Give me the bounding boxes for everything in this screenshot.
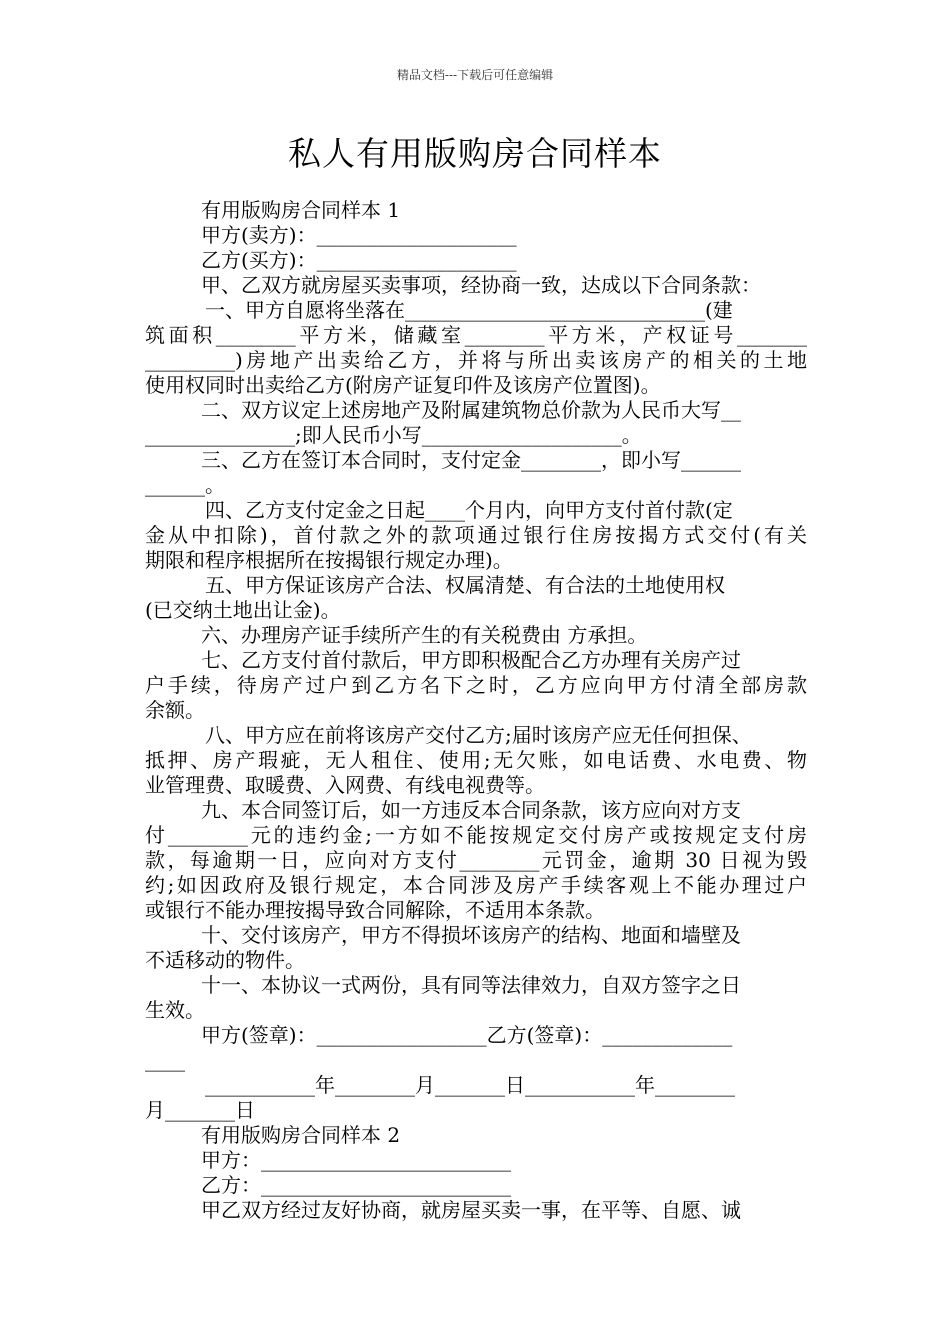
signature-line: ____: [145, 1048, 185, 1072]
body-line: 付________元的违约金;一方如不能按规定交付房产或按规定支付房: [145, 823, 807, 847]
party-a-line: 甲方(卖方)：____________________: [201, 223, 517, 247]
body-line: ______。: [145, 473, 225, 497]
body-line: 款，每逾期一日，应向对方支付________元罚金，逾期 30 日视为毁: [145, 848, 807, 872]
body-line: 甲、乙双方就房屋买卖事项，经协商一致，达成以下合同条款：: [201, 273, 761, 297]
body-line: 金从中扣除)，首付款之外的款项通过银行住房按揭方式交付(有关: [145, 523, 807, 547]
body-line: 五、甲方保证该房产合法、权属清楚、有合法的土地使用权: [205, 573, 725, 597]
body-line: 十、交付该房产，甲方不得损坏该房产的结构、地面和墙壁及: [201, 923, 741, 947]
body-line: 一、甲方自愿将坐落在______________________________(建: [205, 298, 733, 322]
body-line: 七、乙方支付首付款后，甲方即积极配合乙方办理有关房产过: [201, 648, 741, 672]
header-note: 精品文档---下载后可任意编辑: [396, 68, 554, 82]
date-line: ___________年________月_______日___________年________: [205, 1073, 735, 1097]
body-line: 或银行不能办理按揭导致合同解除，不适用本条款。: [145, 898, 605, 922]
body-line: 八、甲方应在前将该房产交付乙方;届时该房产应无任何担保、: [205, 723, 752, 747]
document-title: 私人有用版购房合同样本: [288, 134, 662, 173]
body-line: 十一、本协议一式两份，具有同等法律效力，自双方签字之日: [201, 973, 741, 997]
body-line: 六、办理房产证手续所产生的有关税费由 方承担。: [201, 623, 648, 647]
body-line: _______________;即人民币小写____________________。: [145, 423, 642, 447]
body-line: 约;如因政府及银行规定，本合同涉及房产手续客观上不能办理过户: [145, 873, 807, 897]
body-line: _________)房地产出卖给乙方，并将与所出卖该房产的相关的土地: [145, 348, 807, 372]
body-line: 抵押、房产瑕疵，无人租住、使用;无欠账，如电话费、水电费、物: [145, 748, 807, 772]
party-b-line: 乙方(买方)：____________________: [201, 248, 517, 272]
body-line: 业管理费、取暖费、入网费、有线电视费等。: [145, 773, 545, 797]
party-b-line: 乙方：_________________________: [201, 1173, 511, 1197]
body-line: 期限和程序根据所在按揭银行规定办理)。: [145, 548, 513, 572]
body-line: 甲乙双方经过友好协商，就房屋买卖一事，在平等、自愿、诚: [201, 1198, 741, 1222]
body-line: 九、本合同签订后，如一方违反本合同条款，该方应向对方支: [201, 798, 741, 822]
signature-line: 甲方(签章)：_________________乙方(签章)：_____________: [201, 1023, 733, 1047]
document-body: [145, 198, 807, 1223]
body-line: 筑面积________平方米，储藏室________平方米，产权证号_______: [145, 323, 807, 347]
party-a-line: 甲方：_________________________: [201, 1148, 511, 1172]
body-line: (已交纳土地出让金)。: [145, 598, 341, 622]
body-line: 生效。: [145, 998, 205, 1022]
section-heading: 有用版购房合同样本 1: [201, 198, 401, 222]
date-line: 月_______日: [145, 1098, 255, 1122]
body-line: 四、乙方支付定金之日起____个月内，向甲方支付首付款(定: [205, 498, 733, 522]
body-line: 户手续，待房产过户到乙方名下之时，乙方应向甲方付清全部房款: [145, 673, 807, 697]
body-line: 三、乙方在签订本合同时，支付定金________，即小写______: [201, 448, 741, 472]
body-line: 二、双方议定上述房地产及附属建筑物总价款为人民币大写__: [201, 398, 741, 422]
section-heading: 有用版购房合同样本 2: [201, 1123, 401, 1147]
body-line: 余额。: [145, 698, 205, 722]
body-line: 不适移动的物件。: [145, 948, 305, 972]
body-line: 使用权同时出卖给乙方(附房产证复印件及该房产位置图)。: [145, 373, 661, 397]
